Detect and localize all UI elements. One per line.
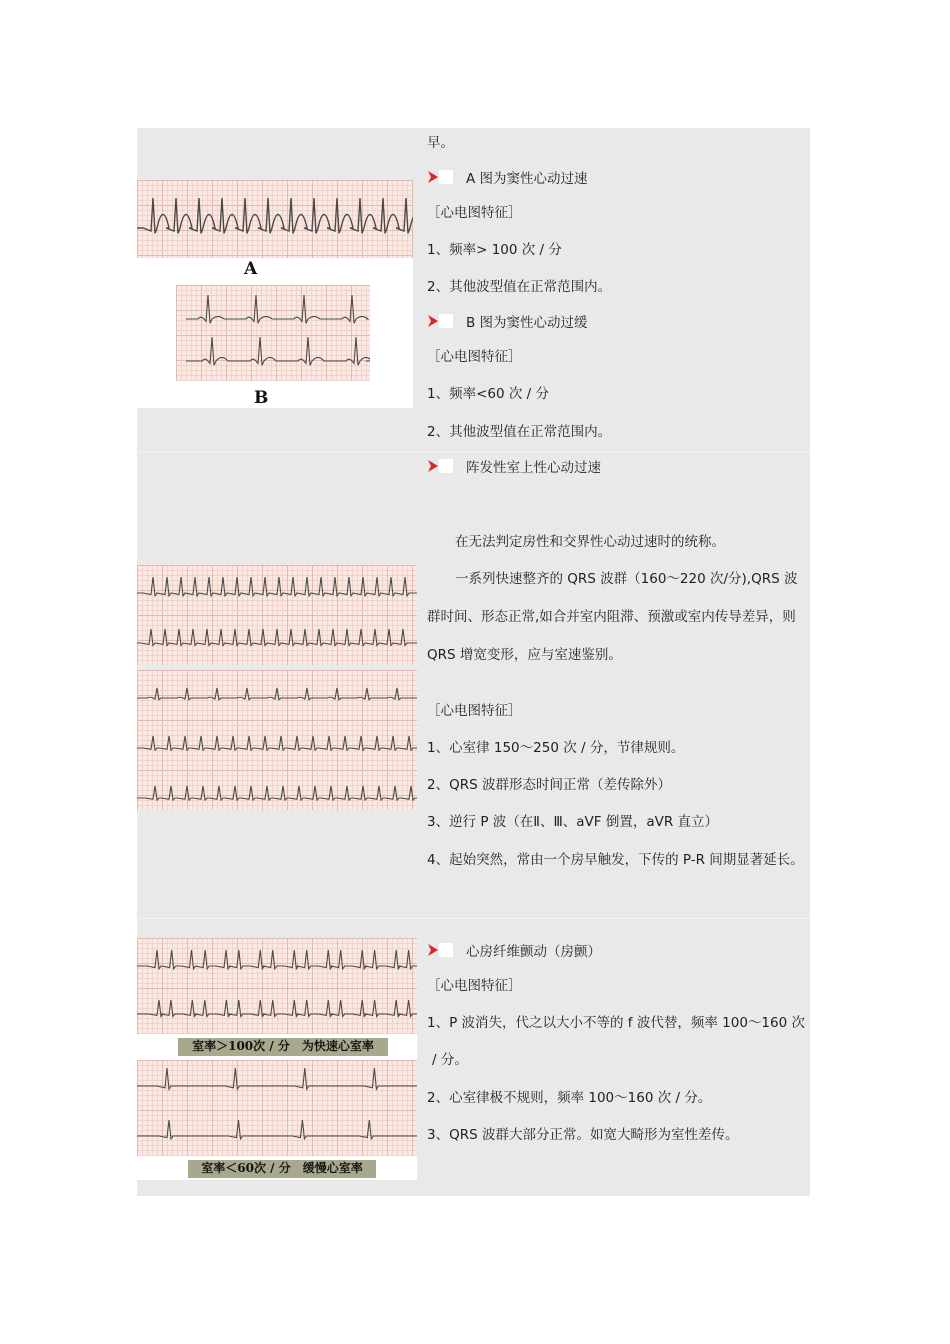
feature-heading: ［心电图特征］ <box>427 703 522 719</box>
feature-item: 4、起始突然，常由一个房早触发，下传的 P-R 间期显著延长。 <box>427 852 804 868</box>
feature-heading: ［心电图特征］ <box>427 205 522 221</box>
feature-item: 2、其他波型值在正常范围内。 <box>427 424 612 440</box>
ecg-figure-psvt-2 <box>137 670 417 810</box>
feature-item: 1、频率> 100 次 / 分 <box>427 242 562 258</box>
paragraph-line: 一系列快速整齐的 QRS 波群（160～220 次/分),QRS 波 <box>455 571 798 587</box>
af-fast-caption: 室率＞100次 / 分 为快速心室率 <box>178 1038 388 1056</box>
ecg-figure-af-fast <box>137 938 417 1034</box>
feature-heading: ［心电图特征］ <box>427 978 522 994</box>
af-slow-caption: 室率＜60次 / 分 缓慢心室率 <box>188 1160 376 1178</box>
arrow-bullet-icon <box>425 168 455 186</box>
ecg-figure-b <box>176 285 370 381</box>
section-title: 心房纤维颤动（房颤） <box>466 944 601 960</box>
feature-heading: ［心电图特征］ <box>427 349 522 365</box>
arrow-bullet-icon <box>425 457 455 475</box>
section-title: 阵发性室上性心动过速 <box>466 460 601 476</box>
feature-item: 1、心室律 150～250 次 / 分，节律规则。 <box>427 740 685 756</box>
feature-item: 2、QRS 波群形态时间正常（差传除外） <box>427 777 671 793</box>
ecg-figure-psvt-1 <box>137 565 417 665</box>
paragraph-line: 群时间、形态正常,如合并室内阻滞、预激或室内传导差异，则 <box>427 609 796 625</box>
feature-item: 3、逆行 P 波（在Ⅱ、Ⅲ、aVF 倒置，aVR 直立） <box>427 814 719 830</box>
text-line: 早。 <box>427 135 454 151</box>
feature-item: 1、P 波消失，代之以大小不等的 f 波代替，频率 100～160 次 <box>427 1015 805 1031</box>
arrow-bullet-icon <box>425 941 455 959</box>
section-title: A 图为窦性心动过速 <box>466 171 588 187</box>
paragraph-line: QRS 增宽变形，应与室速鉴别。 <box>427 647 622 663</box>
feature-item: / 分。 <box>432 1052 468 1068</box>
ecg-figure-af-slow <box>137 1060 417 1156</box>
section-title: B 图为窦性心动过缓 <box>466 315 588 331</box>
feature-item: 2、心室律极不规则，频率 100～160 次 / 分。 <box>427 1090 712 1106</box>
row-divider <box>137 452 810 453</box>
feature-item: 1、频率<60 次 / 分 <box>427 386 550 402</box>
ecg-figure-a <box>137 180 413 258</box>
figure-a-label: A <box>244 259 258 279</box>
paragraph-line: 在无法判定房性和交界性心动过速时的统称。 <box>455 534 725 550</box>
row-divider <box>137 918 810 919</box>
arrow-bullet-icon <box>425 312 455 330</box>
feature-item: 3、QRS 波群大部分正常。如宽大畸形为室性差传。 <box>427 1127 739 1143</box>
feature-item: 2、其他波型值在正常范围内。 <box>427 279 612 295</box>
figure-b-label: B <box>254 388 269 408</box>
